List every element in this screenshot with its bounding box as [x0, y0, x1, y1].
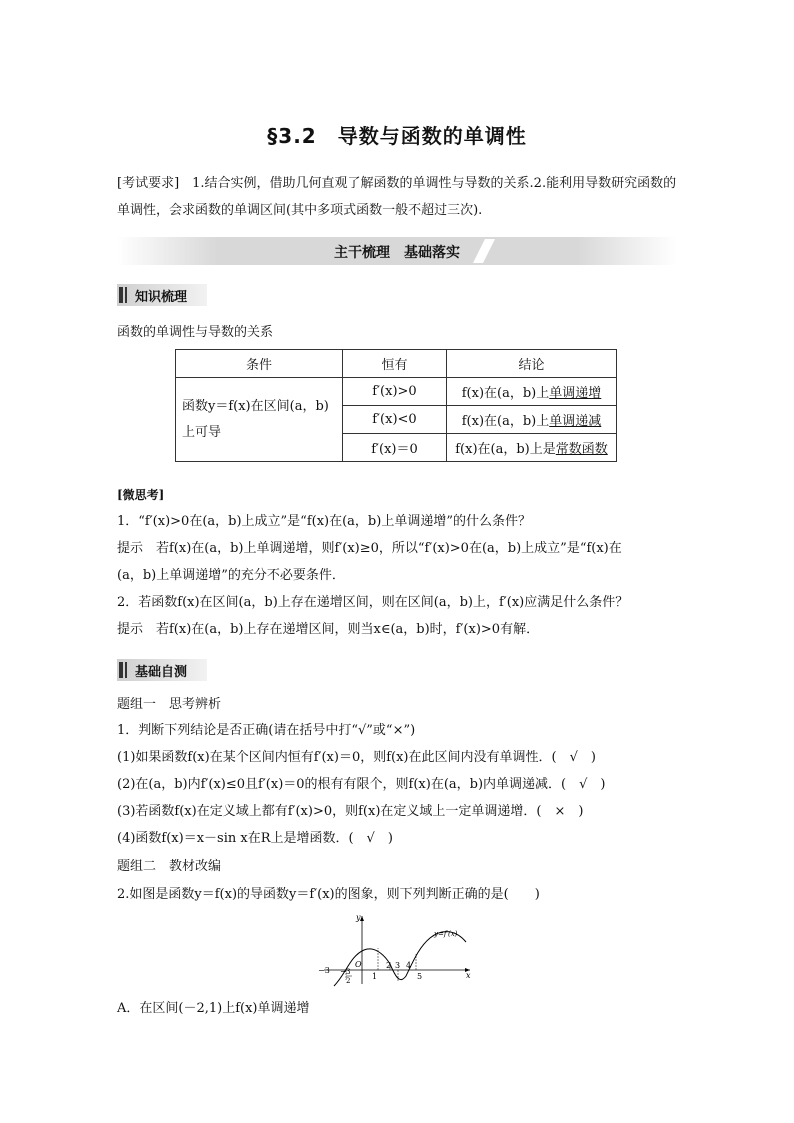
cell-answer: 单调递增: [549, 386, 602, 401]
answer-1-line-2: (a，b)上单调递增”的充分不必要条件．: [117, 568, 345, 583]
table-header-cell: 恒有: [343, 350, 447, 378]
banner-title: 主干梳理 基础落实: [334, 245, 460, 261]
y-axis-arrow-icon: [360, 916, 364, 921]
table-cell: f′(x)>0: [343, 378, 447, 406]
cell-text: f(x)在(a，b)上: [461, 386, 550, 401]
table-cell: f′(x)＝0: [343, 434, 447, 462]
tick-label: 2: [346, 977, 351, 985]
heading-mark-icon: [125, 287, 127, 303]
question-1: 1．“f′(x)>0在(a，b)上成立”是“f(x)在(a，b)上单调递增”的什么条件？: [117, 514, 531, 529]
table-cell: [447, 378, 617, 406]
answer-1-line-1: 提示 若f(x)在(a，b)上单调递增，则f′(x)≥0，所以“f′(x)>0在(a，b)上成立”是“f(x)在: [117, 541, 622, 556]
table-cell: [447, 406, 617, 434]
tick-label: 1: [372, 972, 378, 981]
heading-mark-icon: [119, 287, 123, 303]
problem-1-item-2: (2)在(a，b)内f′(x)≤0且f′(x)＝0的根有有限个，则f(x)在(a，b)内单调递减．( √ ): [117, 777, 606, 792]
cell-answer: 常数函数: [555, 442, 608, 457]
monotonicity-table: [175, 349, 617, 462]
section-heading-knowledge: [117, 284, 207, 306]
cell-answer: 单调递减: [549, 414, 602, 429]
origin-label: O: [355, 960, 362, 969]
section-banner: [117, 237, 677, 265]
group-1-title: 题组一 思考辨析: [117, 697, 222, 712]
tick-label: 3: [346, 968, 351, 976]
section-heading-label: 基础自测: [135, 665, 188, 680]
condition-line: 函数y＝f(x)在区间(a，b): [182, 398, 329, 414]
table-intro: 函数的单调性与导数的关系: [117, 325, 274, 340]
x-axis-label: x: [466, 971, 471, 980]
problem-1-item-3: (3)若函数f(x)在定义域上都有f′(x)>0，则f(x)在定义域上一定单调递增．( × ): [117, 804, 584, 819]
table-condition-cell: [176, 378, 343, 462]
heading-mark-icon: [119, 662, 123, 678]
table-cell: f′(x)<0: [343, 406, 447, 434]
section-heading-label: 知识梳理: [135, 290, 188, 305]
cell-text: f(x)在(a，b)上: [461, 414, 550, 429]
problem-1-item-1: (1)如果函数f(x)在某个区间内恒有f′(x)＝0，则f(x)在此区间内没有单调性．( √ ): [117, 750, 596, 765]
derivative-graph: [316, 912, 474, 988]
table-header-cell: 结论: [447, 350, 617, 378]
heading-mark-icon: [125, 662, 127, 678]
y-axis-label: y: [356, 913, 361, 922]
cell-text: f(x)在(a，b)上是: [455, 442, 556, 457]
condition-line: 上可导: [182, 424, 222, 440]
problem-2: 2.如图是函数y＝f(x)的导函数y＝f′(x)的图象，则下列判断正确的是( ): [117, 887, 540, 902]
problem-1: 1．判断下列结论是否正确(请在括号中打“√”或“×”): [117, 723, 416, 738]
page-title: §3.2 导数与函数的单调性: [267, 124, 527, 148]
tick-label: 4: [406, 961, 412, 970]
answer-2: 提示 若f(x)在(a，b)上存在递增区间，则当x∈(a，b)时，f′(x)>0有解．: [117, 622, 540, 637]
exam-requirements: [考试要求] 1.结合实例，借助几何直观了解函数的单调性与导数的关系.2.能利用导数研究函数的单调性，会求函数的单调区间(其中多项式函数一般不超过三次).: [117, 176, 677, 218]
curve-label: y=f′(x): [434, 930, 458, 938]
table-row: [176, 378, 617, 406]
tick-label: 3: [395, 961, 401, 970]
section-heading-self-test: [117, 659, 207, 681]
problem-1-item-4: (4)函数f(x)＝x－sin x在R上是增函数．( √ ): [117, 831, 393, 846]
group-2-title: 题组二 教材改编: [117, 859, 222, 874]
option-a: A．在区间(－2,1)上f(x)单调递增: [117, 1001, 310, 1016]
table-header-cell: 条件: [176, 350, 343, 378]
table-cell: [447, 434, 617, 462]
table-row: [176, 350, 617, 378]
derivative-curve: [334, 932, 466, 986]
tick-label: 5: [417, 972, 423, 981]
tick-label: −3: [318, 966, 330, 975]
tick-label: 2: [386, 961, 392, 970]
tick-label: −: [340, 967, 347, 976]
micro-thinking-label: [微思考]: [117, 488, 165, 502]
question-2: 2．若函数f(x)在区间(a，b)上存在递增区间，则在区间(a，b)上，f′(x)应满足什么条件？: [117, 595, 629, 610]
